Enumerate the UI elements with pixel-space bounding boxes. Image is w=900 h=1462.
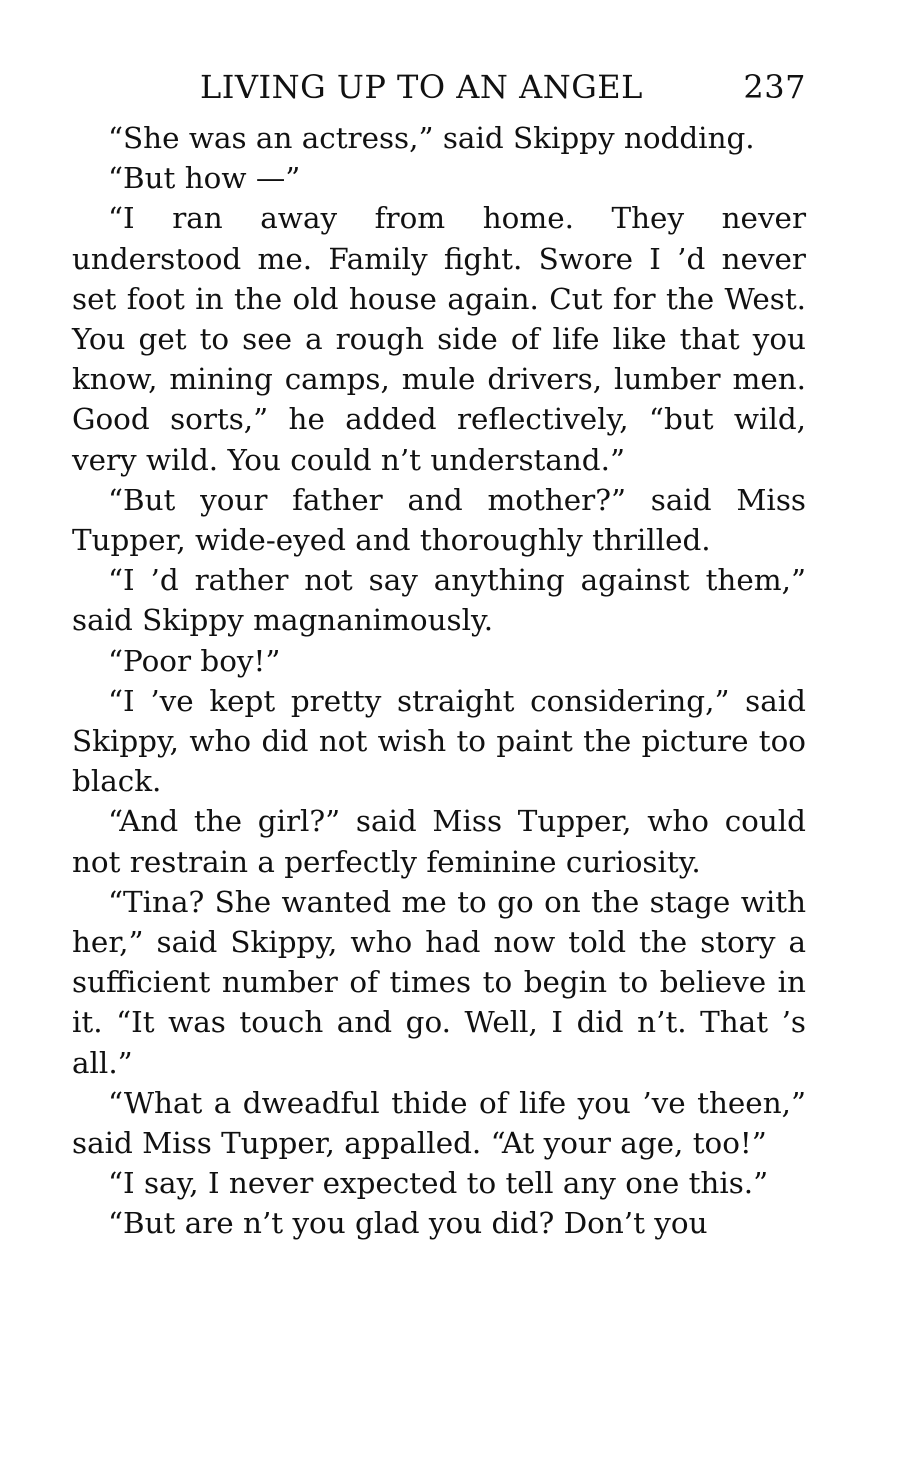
page-number: 237	[743, 68, 806, 106]
paragraph: “I ran away from home. They never understood me. Family fight. Swore I ’d never set foot in the old house again. Cut for the West. You get to see a rough side of life like that you know, mining camps, mule drivers, lumber men. Good sorts,” he added reflectively, “but wild, very wild. You could n’t understand.”	[72, 201, 806, 477]
paragraph: “I say, I never expected to tell any one this.”	[108, 1166, 769, 1201]
paragraph: “What a dweadful thide of life you ’ve theen,” said Miss Tupper, appalled. “At your age, too!”	[72, 1085, 806, 1161]
book-page	[72, 68, 806, 1244]
running-title: LIVING UP TO AN ANGEL	[200, 68, 643, 106]
paragraph: “She was an actress,” said Skippy nodding.	[108, 121, 755, 155]
paragraph: “I ’ve kept pretty straight considering,” said Skippy, who did not wish to paint the picture too black.	[72, 683, 806, 799]
body-text	[72, 118, 806, 1244]
paragraph: “But how —”	[108, 161, 301, 196]
paragraph: “And the girl?” said Miss Tupper, who could not restrain a perfectly feminine curiosity.	[72, 804, 806, 879]
paragraph: “But your father and mother?” said Miss Tupper, wide-eyed and thoroughly thrilled.	[72, 482, 806, 558]
paragraph: “But are n’t you glad you did? Don’t you	[108, 1206, 708, 1241]
running-header	[72, 68, 806, 118]
paragraph: “Poor boy!”	[108, 643, 281, 678]
paragraph: “Tina? She wanted me to go on the stage with her,” said Skippy, who had now told the story a sufficient number of times to begin to believe in it. “It was touch and go. Well, I did n’t. That ’s all.”	[72, 884, 806, 1080]
paragraph: “I ’d rather not say anything against them,” said Skippy magnanimously.	[72, 563, 806, 638]
